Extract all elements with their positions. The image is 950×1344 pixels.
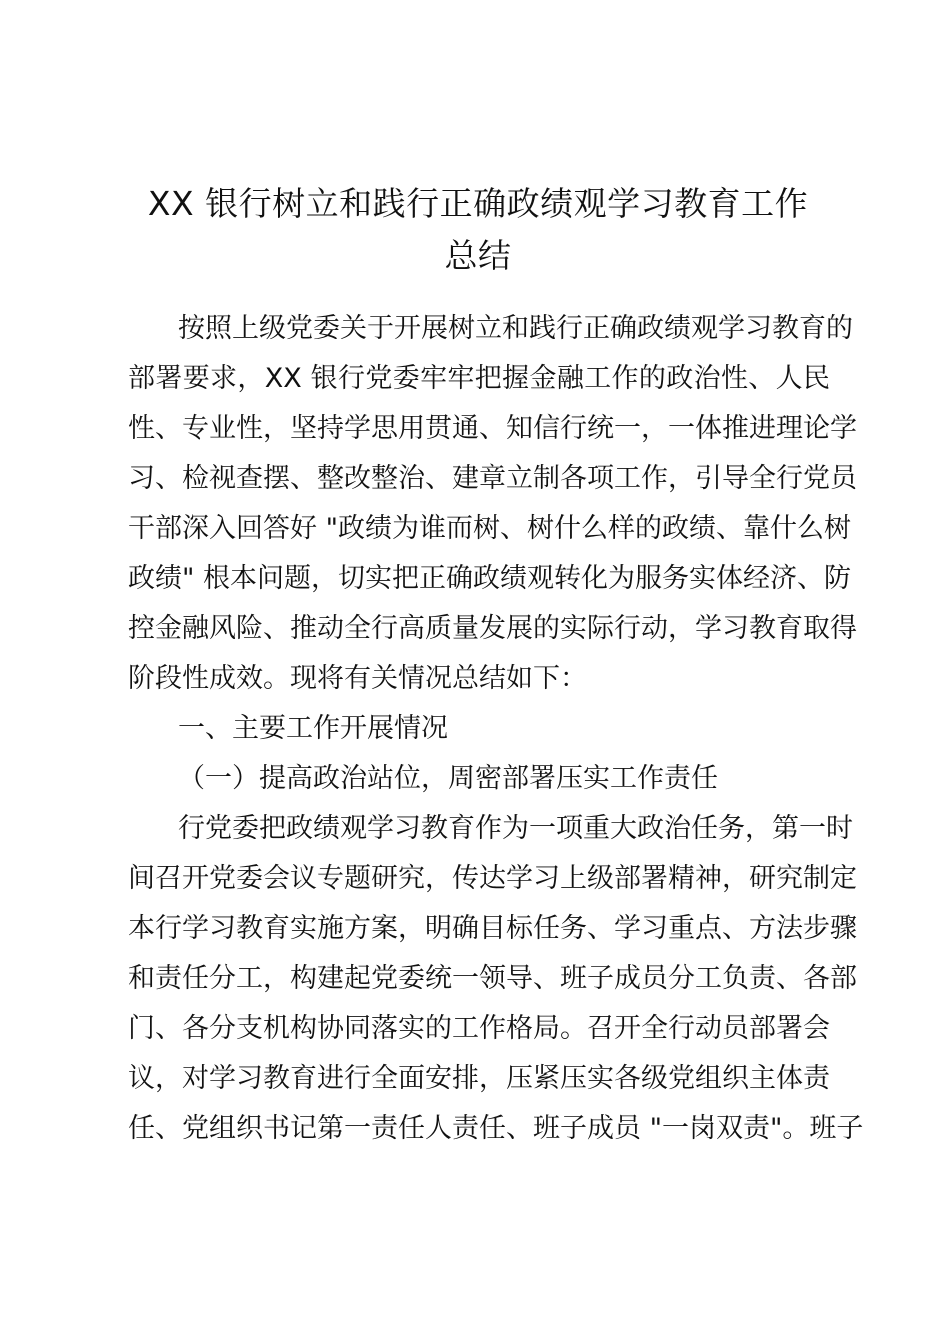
- body-paragraph-line: 门、各分支机构协同落实的工作格局。召开全行动员部署会: [128, 1013, 830, 1044]
- body-paragraph-line: 本行学习教育实施方案，明确目标任务、学习重点、方法步骤: [128, 913, 857, 944]
- title-line-1: XX 银行树立和践行正确政绩观学习教育工作: [147, 184, 809, 223]
- body-paragraph-line: 间召开党委会议专题研究，传达学习上级部署精神，研究制定: [128, 863, 857, 894]
- body-paragraph-line: 行党委把政绩观学习教育作为一项重大政治任务，第一时: [178, 813, 853, 844]
- intro-paragraph-line: 性、专业性，坚持学思用贯通、知信行统一，一体推进理论学: [128, 413, 857, 444]
- intro-paragraph-line: 习、检视查摆、整改整治、建章立制各项工作，引导全行党员: [128, 463, 857, 494]
- section-heading: 一、主要工作开展情况: [178, 713, 448, 744]
- document-title: [128, 178, 828, 282]
- body-paragraph-line: 和责任分工，构建起党委统一领导、班子成员分工负责、各部: [128, 963, 857, 994]
- title-line-2: 总结: [444, 236, 512, 275]
- body-paragraph-line: 议，对学习教育进行全面安排，压紧压实各级党组织主体责: [128, 1063, 830, 1094]
- subsection-heading: （一）提高政治站位，周密部署压实工作责任: [178, 763, 718, 794]
- intro-paragraph-line: 干部深入回答好 "政绩为谁而树、树什么样的政绩、靠什么树: [128, 513, 852, 544]
- intro-paragraph-line: 控金融风险、推动全行高质量发展的实际行动，学习教育取得: [128, 613, 857, 644]
- intro-paragraph-line: 部署要求，XX 银行党委牢牢把握金融工作的政治性、人民: [128, 363, 830, 394]
- body-paragraph-line: 任、党组织书记第一责任人责任、班子成员 "一岗双责"。班子: [128, 1113, 864, 1144]
- intro-paragraph-line: 阶段性成效。现将有关情况总结如下：: [128, 663, 587, 694]
- document-body: [128, 304, 864, 1154]
- intro-paragraph-line: 按照上级党委关于开展树立和践行正确政绩观学习教育的: [178, 313, 853, 344]
- intro-paragraph-line: 政绩" 根本问题，切实把正确政绩观转化为服务实体经济、防: [128, 563, 852, 594]
